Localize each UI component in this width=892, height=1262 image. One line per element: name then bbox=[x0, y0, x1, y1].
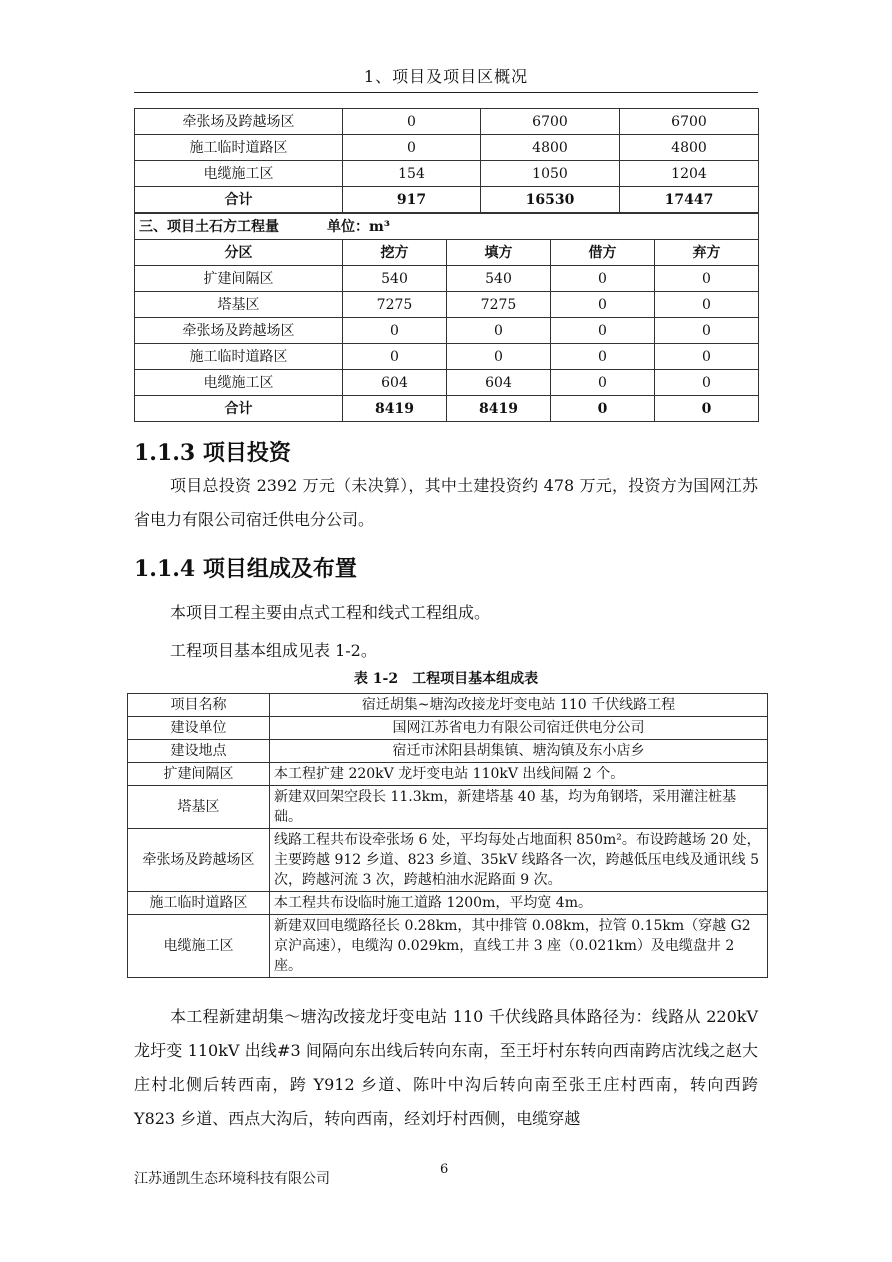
table-cell: 0 bbox=[447, 318, 551, 344]
row-key: 建设单位 bbox=[128, 717, 270, 740]
table-cell: 合计 bbox=[135, 187, 343, 213]
table-row bbox=[135, 344, 759, 370]
table-cell: 塔基区 bbox=[135, 292, 343, 318]
table-cell: 施工临时道路区 bbox=[135, 344, 343, 370]
section-heading-investment: 1.1.3 项目投资 bbox=[134, 440, 291, 466]
table-row bbox=[135, 318, 759, 344]
column-header: 填方 bbox=[447, 240, 551, 266]
table-cell: 0 bbox=[655, 370, 759, 396]
composition-paragraph: 本项目工程主要由点式工程和线式工程组成。 bbox=[170, 603, 491, 622]
table-row bbox=[128, 694, 768, 717]
row-value: 线路工程共布设牵张场 6 处，平均每处占地面积 850m²。布设跨越场 20 处，主要跨越 912 乡道、823 乡道、35kV 线路各一次，跨越低压电线及通讯线 5 次，跨越河流 3 次，跨越柏油水泥路面 9 次。 bbox=[270, 829, 768, 892]
investment-paragraph: 项目总投资 2392 万元（未决算），其中土建投资约 478 万元，投资方为国网江苏省电力有限公司宿迁供电分公司。 bbox=[134, 476, 758, 529]
table-cell: 扩建间隔区 bbox=[135, 266, 343, 292]
table-cell: 7275 bbox=[447, 292, 551, 318]
section-unit: 单位：m³ bbox=[327, 218, 390, 235]
table-section-row bbox=[135, 214, 759, 240]
table-row bbox=[128, 740, 768, 763]
row-key: 项目名称 bbox=[128, 694, 270, 717]
row-key: 扩建间隔区 bbox=[128, 763, 270, 786]
row-value: 宿迁胡集~塘沟改接龙圩变电站 110 千伏线路工程 bbox=[270, 694, 768, 717]
table-cell: 合计 bbox=[135, 396, 343, 422]
table-total-row bbox=[135, 396, 759, 422]
table-cell: 8419 bbox=[343, 396, 447, 422]
table-cell: 1050 bbox=[481, 161, 620, 187]
table-cell: 0 bbox=[655, 292, 759, 318]
table-cell: 7275 bbox=[343, 292, 447, 318]
composition-table bbox=[127, 693, 768, 978]
table-cell: 0 bbox=[655, 344, 759, 370]
table-total-row bbox=[135, 187, 759, 213]
table-cell: 0 bbox=[343, 318, 447, 344]
table-row bbox=[135, 370, 759, 396]
table-cell: 4800 bbox=[620, 135, 759, 161]
table-cell: 8419 bbox=[447, 396, 551, 422]
section-heading-composition: 1.1.4 项目组成及布置 bbox=[134, 556, 357, 582]
table-row bbox=[128, 892, 768, 915]
table-row bbox=[135, 266, 759, 292]
table-row bbox=[135, 161, 759, 187]
table-row bbox=[128, 717, 768, 740]
footer-company: 江苏通凯生态环境科技有限公司 bbox=[134, 1171, 330, 1187]
table-cell: 154 bbox=[343, 161, 481, 187]
column-header: 借方 bbox=[551, 240, 655, 266]
row-key: 施工临时道路区 bbox=[128, 892, 270, 915]
column-header: 挖方 bbox=[343, 240, 447, 266]
table-reference-paragraph: 工程项目基本组成见表 1-2。 bbox=[170, 641, 377, 660]
row-value: 宿迁市沭阳县胡集镇、塘沟镇及东小店乡 bbox=[270, 740, 768, 763]
table-cell: 0 bbox=[447, 344, 551, 370]
table-cell: 0 bbox=[655, 396, 759, 422]
table-cell: 604 bbox=[447, 370, 551, 396]
table-cell: 牵张场及跨越场区 bbox=[135, 318, 343, 344]
running-header: 1、项目及项目区概况 bbox=[363, 67, 529, 86]
table-row bbox=[128, 786, 768, 829]
table-caption: 表 1-2 工程项目基本组成表 bbox=[353, 671, 539, 687]
table-cell: 电缆施工区 bbox=[135, 370, 343, 396]
table-row bbox=[135, 292, 759, 318]
table-cell: 0 bbox=[655, 318, 759, 344]
table-cell: 0 bbox=[551, 318, 655, 344]
row-key: 牵张场及跨越场区 bbox=[128, 829, 270, 892]
row-key: 电缆施工区 bbox=[128, 915, 270, 978]
table-header-row bbox=[135, 240, 759, 266]
table-cell: 0 bbox=[655, 266, 759, 292]
row-value: 新建双回电缆路径长 0.28km，其中排管 0.08km，拉管 0.15km（穿越 G2 京沪高速），电缆沟 0.029km，直线工井 3 座（0.021km）及电缆盘井 2 座。 bbox=[270, 915, 768, 978]
table-cell: 牵张场及跨越场区 bbox=[135, 109, 343, 135]
table-cell: 4800 bbox=[481, 135, 620, 161]
table-cell: 0 bbox=[343, 135, 481, 161]
row-key: 建设地点 bbox=[128, 740, 270, 763]
table-row bbox=[135, 135, 759, 161]
table-cell: 16530 bbox=[481, 187, 620, 213]
table-cell: 施工临时道路区 bbox=[135, 135, 343, 161]
table-cell: 6700 bbox=[481, 109, 620, 135]
table-cell: 17447 bbox=[620, 187, 759, 213]
table-cell: 540 bbox=[343, 266, 447, 292]
table-cell: 6700 bbox=[620, 109, 759, 135]
row-value: 本工程共布设临时施工道路 1200m，平均宽 4m。 bbox=[270, 892, 768, 915]
table-row bbox=[135, 109, 759, 135]
table-cell: 604 bbox=[343, 370, 447, 396]
table-cell: 0 bbox=[343, 109, 481, 135]
column-header: 分区 bbox=[135, 240, 343, 266]
table-cell: 540 bbox=[447, 266, 551, 292]
route-paragraph: 本工程新建胡集～塘沟改接龙圩变电站 110 千伏线路具体路径为：线路从 220kV 龙圩变 110kV 出线#3 间隔向东出线后转向东南，至王圩村东转向西南跨店沈线之赵大庄村北侧后转西南，跨 Y912 乡道、陈叶中沟后转向南至张王庄村西南，转向西跨 Y823 乡道、西点大沟后，转向西南，经刘圩村西侧，电缆穿越 bbox=[134, 1007, 758, 1128]
header-rule bbox=[134, 92, 758, 93]
table-cell: 1204 bbox=[620, 161, 759, 187]
column-header: 弃方 bbox=[655, 240, 759, 266]
row-value: 国网江苏省电力有限公司宿迁供电分公司 bbox=[270, 717, 768, 740]
page-number: 6 bbox=[440, 1162, 449, 1177]
table-cell: 0 bbox=[551, 344, 655, 370]
table-row bbox=[128, 763, 768, 786]
table-cell: 917 bbox=[343, 187, 481, 213]
row-value: 新建双回架空段长 11.3km，新建塔基 40 基，均为角钢塔，采用灌注桩基础。 bbox=[270, 786, 768, 829]
table-cell: 0 bbox=[343, 344, 447, 370]
section-title: 三、项目土石方工程量 bbox=[139, 218, 279, 235]
table-cell: 电缆施工区 bbox=[135, 161, 343, 187]
table-row bbox=[128, 915, 768, 978]
table-cell: 0 bbox=[551, 266, 655, 292]
row-key: 塔基区 bbox=[128, 786, 270, 829]
quantity-table bbox=[134, 108, 759, 213]
earthwork-table bbox=[134, 213, 759, 422]
table-cell: 0 bbox=[551, 292, 655, 318]
table-cell: 0 bbox=[551, 370, 655, 396]
section-title-cell bbox=[135, 214, 759, 240]
row-value: 本工程扩建 220kV 龙圩变电站 110kV 出线间隔 2 个。 bbox=[270, 763, 768, 786]
table-cell: 0 bbox=[551, 396, 655, 422]
table-row bbox=[128, 829, 768, 892]
